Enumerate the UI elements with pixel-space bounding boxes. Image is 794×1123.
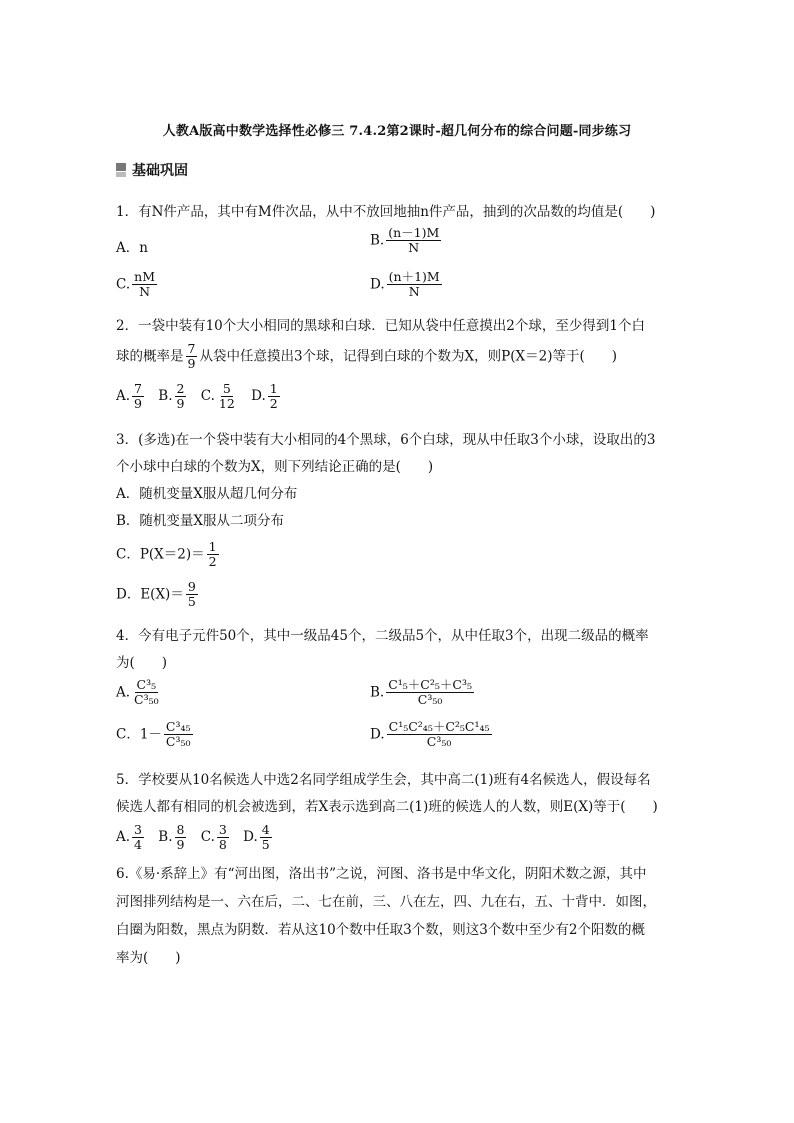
q5-option-a: A. $\frac{3}{4}$ [116,822,142,853]
q3-option-d: D．E(X)＝ $\frac{9}{5}$ [116,579,196,610]
q3-option-c: C．P(X＝2)＝ $\frac{1}{2}$ [116,539,217,570]
q5-option-b: B. $\frac{8}{9}$ [158,822,185,853]
q5-option-c: C. $\frac{3}{8}$ [200,822,227,853]
q6-stem-line4: 率为( ) [116,950,181,966]
q1-stem: 1．有N件产品，其中有M件次品，从中不放回地抽n件产品，抽到的次品数的均值是( ) [116,204,656,220]
q3-option-a: A．随机变量X服从超几何分布 [116,486,298,502]
section-heading [116,160,188,180]
q4-stem-line1: 4．今有电子元件50个，其中一级品45个，二级品5个，从中任取3个，出现二级品的概率 [116,628,649,644]
q1-option-b: B. $\frac{(n-1)M}{N}$ [370,225,440,256]
page-title: 人教A版高中数学选择性必修三 7.4.2第2课时-超几何分布的综合问题-同步练习 [162,124,632,139]
q4-stem-line2: 为( ) [116,655,168,671]
q3-option-b: B．随机变量X服从二项分布 [116,513,285,529]
q2-stem-line1: 2．一袋中装有10个大小相同的黑球和白球．已知从袋中任意摸出2个球，至少得到1个白 [116,318,645,334]
q4-option-a: A. $\frac{\text{C³₅}}{\text{C³₅₀}}$ [116,677,159,708]
q4-option-b: B. $\frac{\text{C¹₅＋C²₅＋C³₅}}{\text{C³₅₀}}$ [370,677,472,708]
section-title: 基础巩固 [132,163,188,179]
q4-option-c: C．1－ $\frac{\text{C³₄₅}}{\text{C³₅₀}}$ [116,719,191,750]
q5-stem-line1: 5．学校要从10名候选人中选2名同学组成学生会，其中高二(1)班有4名候选人，假设每名 [116,772,651,788]
q2-option-b: B. $\frac{2}{9}$ [158,381,185,412]
q2-options [116,382,282,412]
q5-option-d: D. $\frac{4}{5}$ [243,822,270,853]
q1-option-a: A．n [116,240,148,256]
q2-option-a: A. $\frac{7}{9}$ [116,381,142,412]
q2-option-d: D. $\frac{1}{2}$ [251,381,278,412]
q6-stem-line1: 6.《易·系辞上》有“河出图，洛出书”之说，河图、洛书是中华文化，阴阳术数之源，其中 [116,866,647,882]
q6-stem-line3: 白圈为阳数，黑点为阴数．若从这10个数中任取3个数，则这3个数中至少有2个阳数的概 [116,922,645,938]
q2-option-c: C. $\frac{5}{12}$ [200,381,235,412]
q1-option-d: D. $\frac{(n+1)M}{N}$ [370,269,440,300]
q5-stem-line2: 候选人都有相同的机会被选到，若X表示选到高二(1)班的候选人的人数，则E(X)等于( ) [116,799,658,815]
q2-stem-line2: 球的概率是 $\frac{7}{9}$ 从袋中任意摸出3个球，记得到白球的个数为X，则P(X＝2)等于( ) [116,341,618,372]
q1-option-c: C. $\frac{nM}{N}$ [116,269,155,300]
q4-option-d: D. $\frac{\text{C¹₅C²₄₅＋C²₅C¹₄₅}}{\text{C³₅₀}}$ [370,719,490,750]
q3-stem-line1: 3．(多选)在一个袋中装有大小相同的4个黑球，6个白球，现从中任取3个小球，设取出的3 [116,432,656,448]
q3-stem-line2: 个小球中白球的个数为X，则下列结论正确的是( ) [116,459,434,475]
section-marker-icon [116,163,126,177]
q6-stem-line2: 河图排列结构是一、六在后，二、七在前，三、八在左，四、九在右，五、十背中．如图， [116,894,656,910]
q5-options [116,823,274,853]
